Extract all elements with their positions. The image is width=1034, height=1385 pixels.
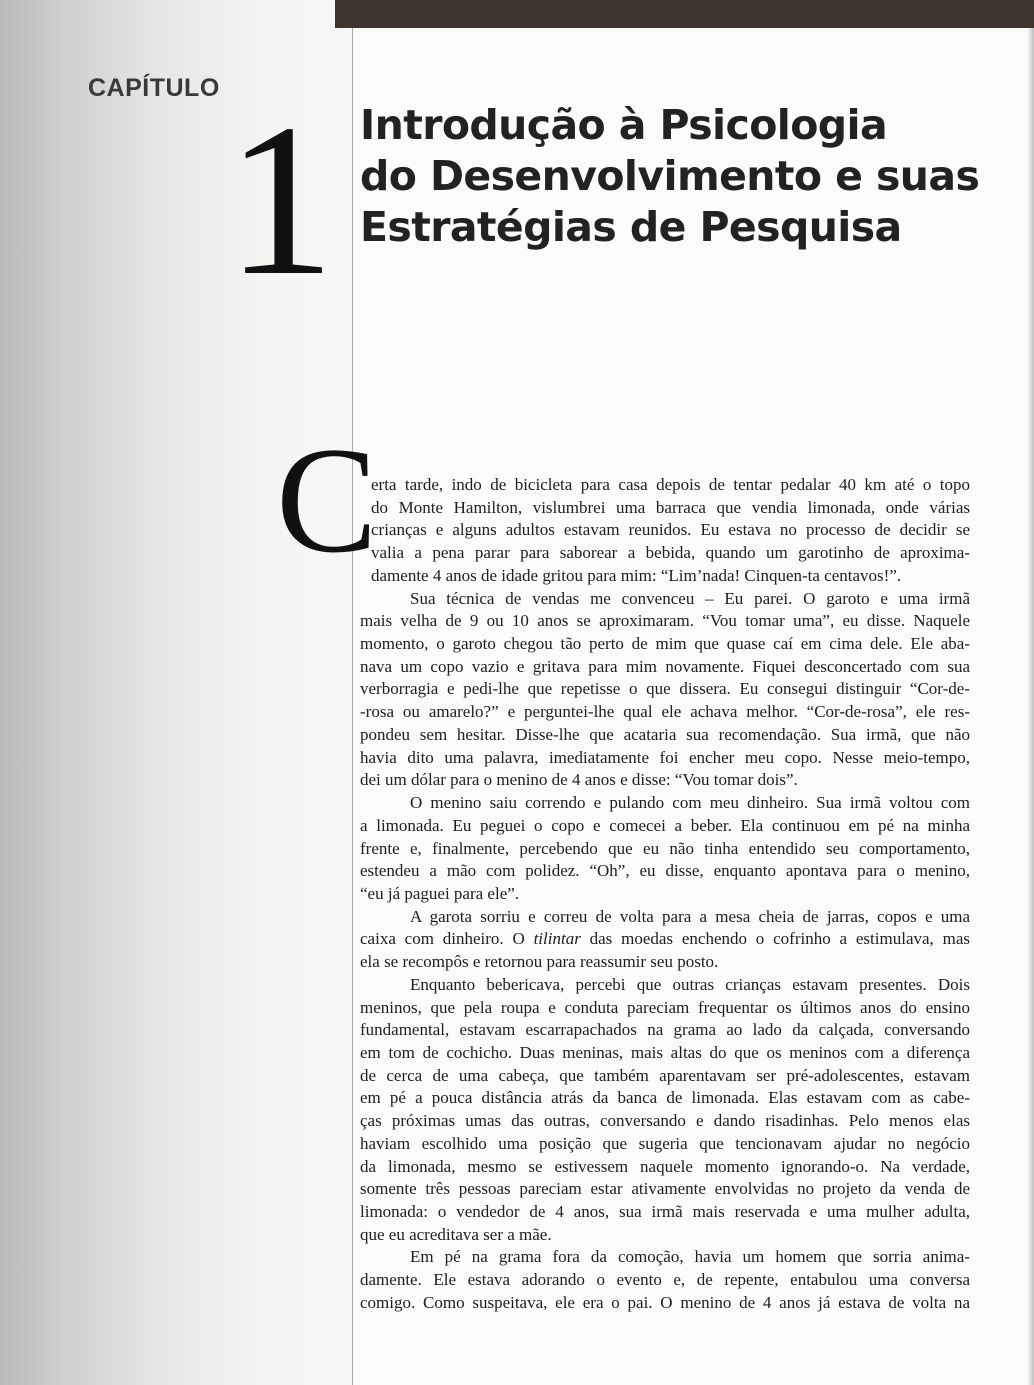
paragraph xyxy=(360,474,970,588)
text-line: A garota sorriu e correu de volta para a mesa cheia de jarras, copos e uma xyxy=(410,906,970,926)
text-line: dei um dólar para o menino de 4 anos e disse: “Vou tomar dois”. xyxy=(360,770,798,790)
top-dark-band xyxy=(335,0,1034,28)
chapter-number: 1 xyxy=(226,80,335,321)
paragraph xyxy=(360,588,970,792)
text-line: comigo. Como suspeitava, ele era o pai. O menino de 4 anos já estava de volta na xyxy=(360,1292,970,1312)
text-line: pondeu sem hesitar. Disse-lhe que acataria sua recomendação. Sua irmã, que não xyxy=(360,724,970,744)
paragraph xyxy=(360,906,970,974)
text-line: damente 4 anos de idade gritou para mim: “Lim’nada! Cinquen-ta centavos!”. xyxy=(371,565,902,585)
text-line: estendeu a mão com polidez. “Oh”, eu disse, enquanto apontava para o menino, xyxy=(360,861,970,881)
page-edge xyxy=(1028,28,1034,1385)
text-line: ela se recompôs e retornou para reassumir seu posto. xyxy=(360,952,719,972)
italic-word: tilintar xyxy=(533,929,581,949)
text-line: frente e, finalmente, percebendo que eu não tinha entendido seu comportamento, xyxy=(360,838,970,858)
chapter-label: CAPÍTULO xyxy=(88,74,220,102)
text-line: nava um copo vazio e gritava para mim novamente. Fiquei desconcertado com sua xyxy=(360,656,970,676)
text-line: O menino saiu correndo e pulando com meu dinheiro. Sua irmã voltou com xyxy=(410,793,970,813)
text-line: verborragia e pedi-lhe que repetisse o que dissera. Eu consegui distinguir “Cor-de- xyxy=(360,679,970,699)
chapter-title-line: Estratégias de Pesquisa xyxy=(360,203,902,251)
text-line: de cerca de uma cabeça, que também aparentavam ser pré-adolescentes, estavam xyxy=(360,1065,970,1085)
text-line: crianças e alguns adultos estavam reunidos. Eu estava no processo de decidir se xyxy=(371,520,970,540)
text-line: -rosa ou amarelo?” e perguntei-lhe qual ele achava melhor. “Cor-de-rosa”, ele res- xyxy=(360,702,970,722)
text-line: fundamental, estavam escarrapachados na grama ao lado da calçada, conversando xyxy=(360,1020,970,1040)
paragraph xyxy=(360,1246,970,1314)
chapter-title-line: do Desenvolvimento e suas xyxy=(360,152,980,200)
paragraph xyxy=(360,792,970,906)
paragraph xyxy=(360,974,970,1247)
chapter-title-line: Introdução à Psicologia xyxy=(360,101,888,149)
chapter-title xyxy=(360,100,979,253)
text-line: em pé a pouca distância atrás da banca de limonada. Elas estavam com as cabe- xyxy=(360,1088,970,1108)
drop-cap: C xyxy=(276,416,378,584)
text-line: em tom de cochicho. Duas meninas, mais altas do que os meninos com a diferença xyxy=(360,1042,970,1062)
body-text xyxy=(360,474,970,1315)
text-line: Sua técnica de vendas me convenceu – Eu parei. O garoto e uma irmã xyxy=(410,588,970,608)
text-line: momento, o garoto chegou tão perto de mim que quase caí em cima dele. Ele aba- xyxy=(360,634,970,654)
text-line: a limonada. Eu peguei o copo e comecei a beber. Ela continuou em pé na minha xyxy=(360,815,970,835)
text-line: mais velha de 9 ou 10 anos se aproximaram. “Vou tomar uma”, eu disse. Naquele xyxy=(360,611,970,631)
text-line: que eu acreditava ser a mãe. xyxy=(360,1224,552,1244)
text-line: somente três pessoas pareciam estar ativamente envolvidas no projeto da venda de xyxy=(360,1179,970,1199)
text-line: Em pé na grama fora da comoção, havia um homem que sorria anima- xyxy=(410,1247,970,1267)
text-line: havia dito uma palavra, imediatamente foi encher meu copo. Nesse meio-tempo, xyxy=(360,747,970,767)
text-line: “eu já paguei para ele”. xyxy=(360,883,520,903)
text-line: do Monte Hamilton, vislumbrei uma barraca que vendia limonada, onde várias xyxy=(371,497,970,517)
text-line: meninos, que pela roupa e conduta pareciam frequentar os últimos anos do ensino xyxy=(360,997,970,1017)
text-line: ças próximas umas das outras, conversando e dando risadinhas. Pelo menos elas xyxy=(360,1111,970,1131)
text-line: valia a pena parar para saborear a bebida, quando um garotinho de aproxima- xyxy=(371,543,970,563)
text-line: damente. Ele estava adorando o evento e, de repente, entabulou uma conversa xyxy=(360,1270,970,1290)
text-line: Enquanto bebericava, percebi que outras crianças estavam presentes. Dois xyxy=(410,974,970,994)
page-fold-line xyxy=(352,28,353,1385)
text-line: limonada: o vendedor de 4 anos, sua irmã mais reservada e uma mulher adulta, xyxy=(360,1202,970,1221)
text-line: caixa com dinheiro. O tilintar das moedas enchendo o cofrinho a estimulava, mas xyxy=(360,929,970,949)
text-line: haviam escolhido uma posição que sugeria que tencionavam ajudar no negócio xyxy=(360,1133,970,1153)
text-line: erta tarde, indo de bicicleta para casa depois de tentar pedalar 40 km até o topo xyxy=(371,475,970,494)
text-line: da limonada, mesmo se estivessem naquele momento ignorando-o. Na verdade, xyxy=(360,1156,970,1176)
